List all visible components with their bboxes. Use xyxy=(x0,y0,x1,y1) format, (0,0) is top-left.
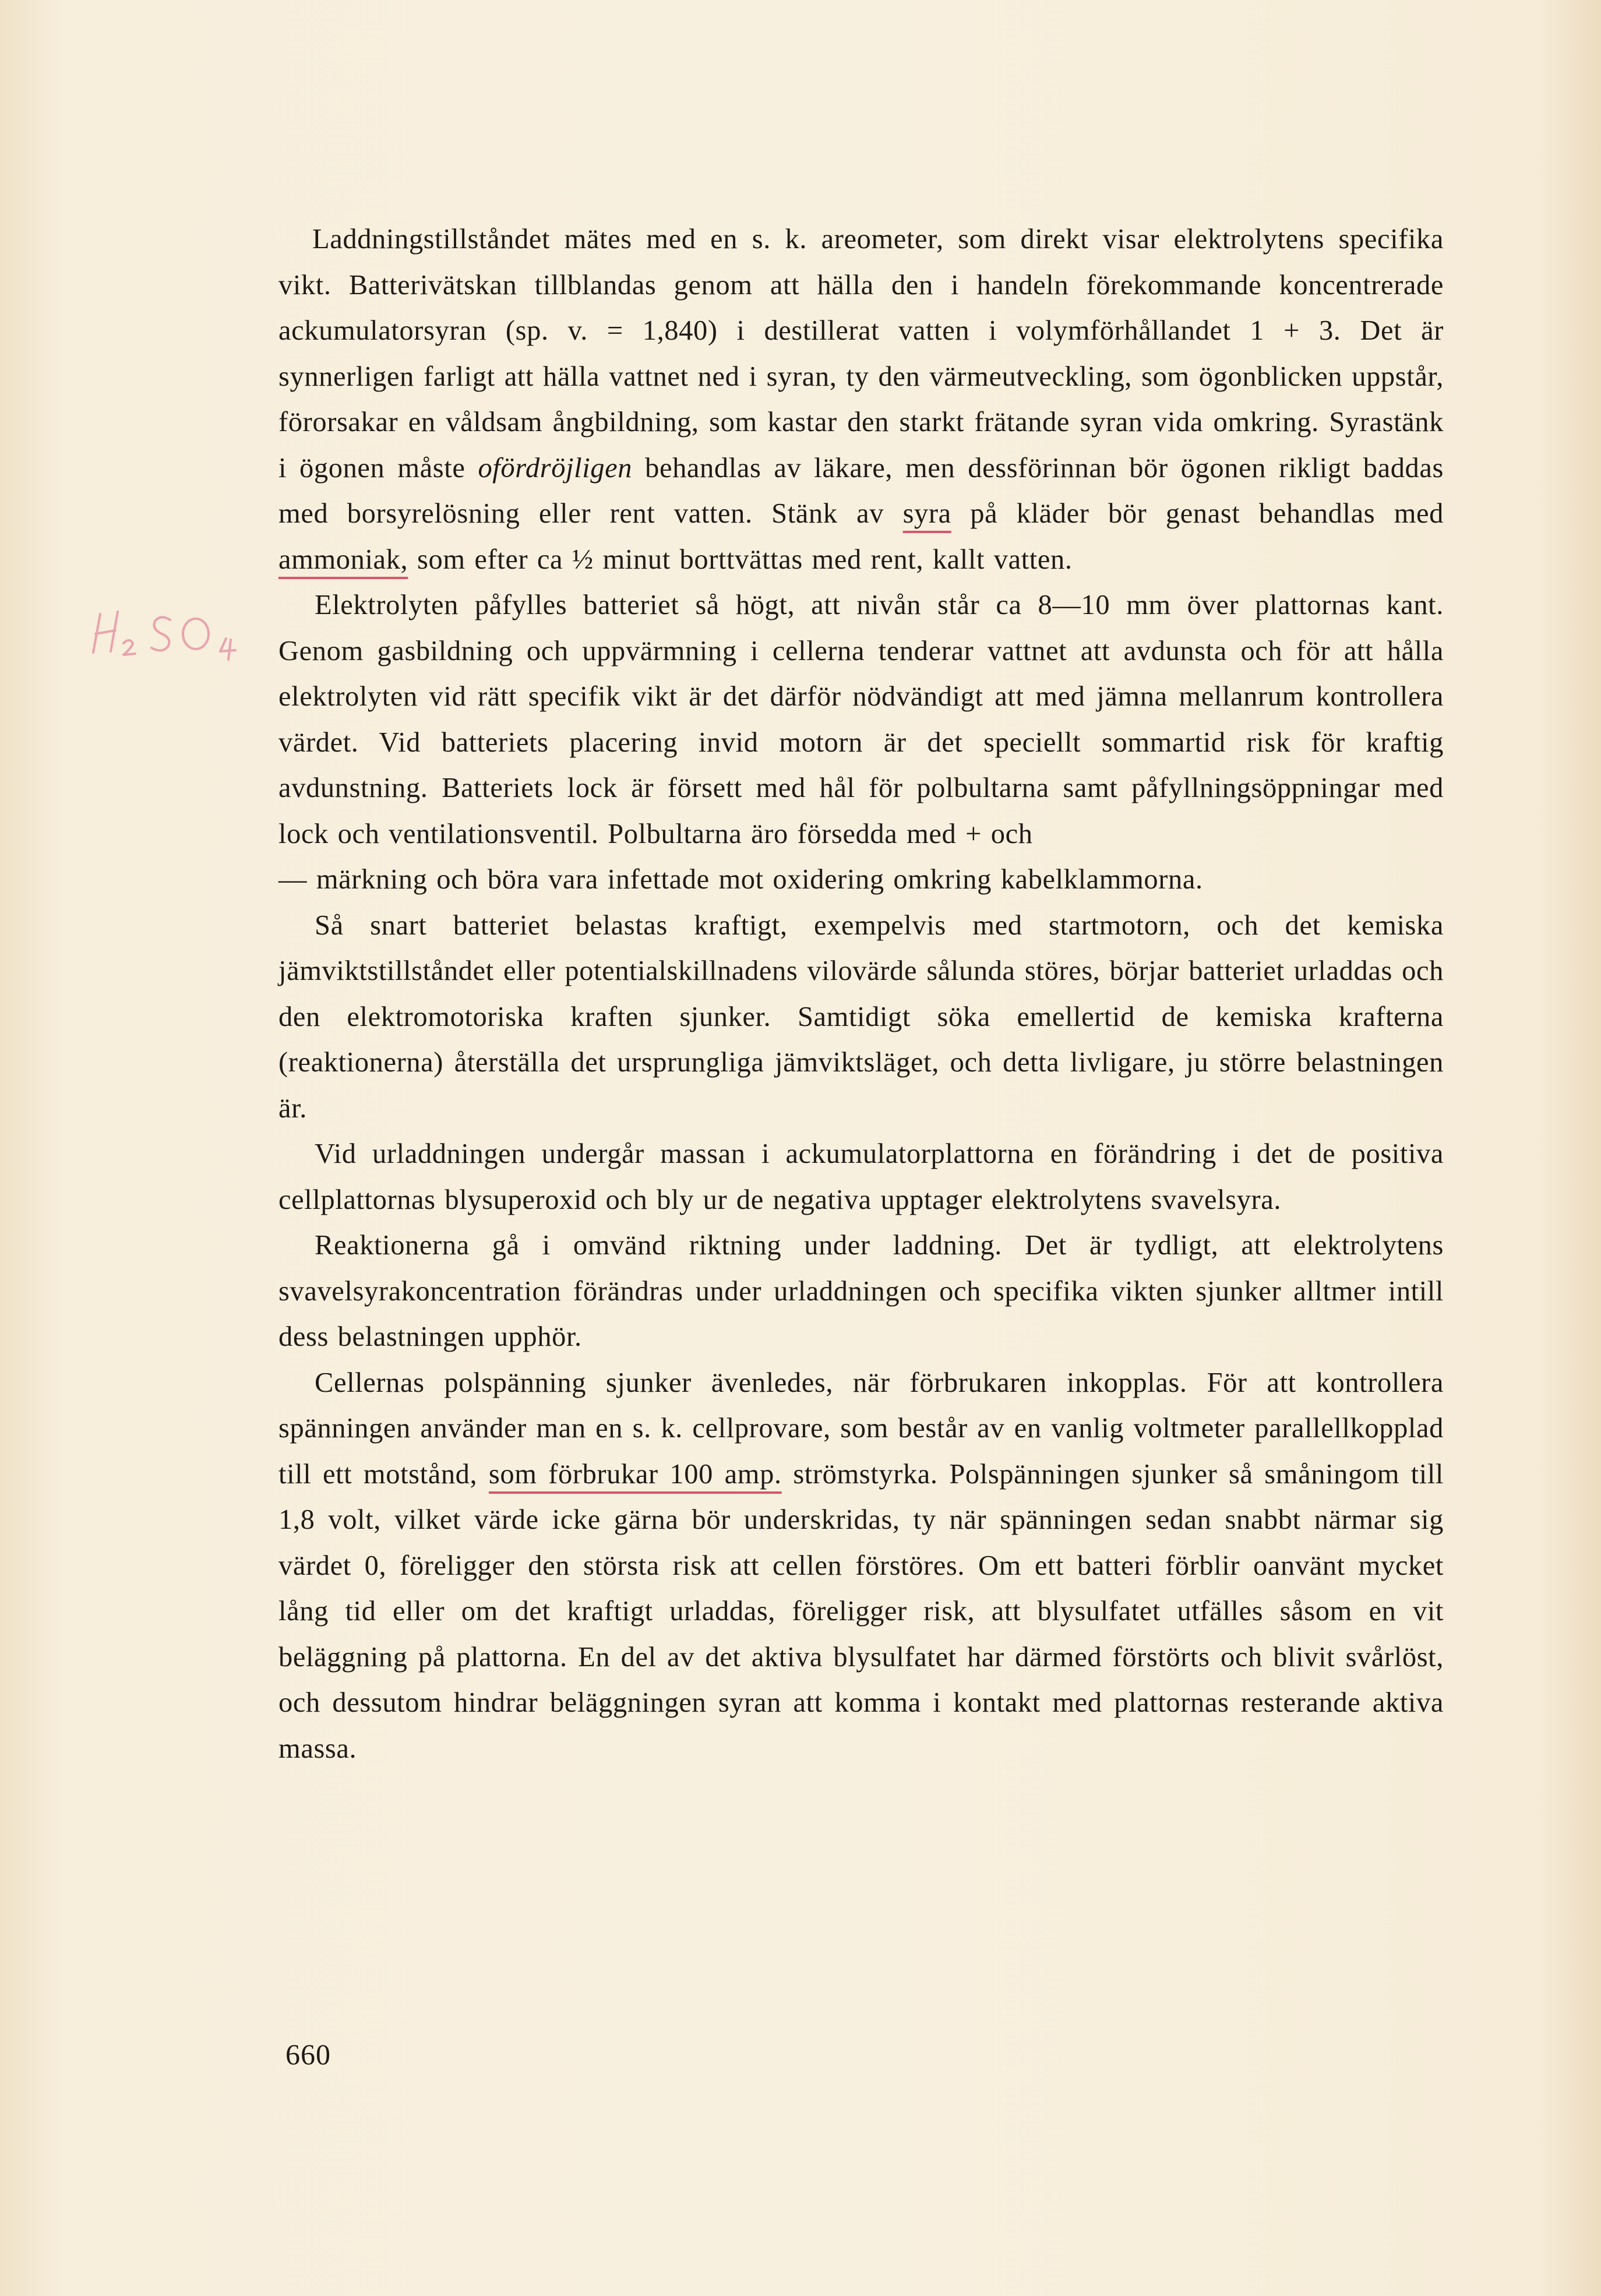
page-number: 660 xyxy=(285,2038,331,2071)
text-segment: Reaktionerna gå i omvänd riktning under laddning. Det är tydligt, att elektrolytens svavelsyrakoncentration förändras under urladdningen och specifika vikten sjunker alltmer intill dess belastningen upphör. xyxy=(278,1230,1444,1352)
paragraph xyxy=(278,1131,1444,1223)
paragraph xyxy=(278,1360,1444,1772)
paragraph xyxy=(278,903,1444,1132)
text-segment: Elektrolyten påfylles batteriet så högt, att nivån står ca 8—10 mm över plattornas kant. Genom gasbildning och uppvärmning i cellerna tenderar vattnet att avdunsta och för att hålla elektrolyten vid rätt specifik vikt är det därför nödvändigt att med jämna mellanrum kontrollera värdet. Vid batteriets placering invid motorn är det speciellt sommartid risk för kraftig avdunstning. Batteriets lock är försett med hål för polbultarna samt påfyllningsöppningar med lock och ventilationsventil. Polbultarna äro försedda med + och xyxy=(278,590,1444,849)
paragraph xyxy=(278,857,1444,903)
text-segment: Så snart batteriet belastas kraftigt, exempelvis med startmotorn, och det kemiska jämviktstillståndet eller potentialskillnadens vilovärde sålunda störes, börjar batteriet urladdas och den elektromotoriska kraften sjunker. Samtidigt söka emellertid de kemiska krafterna (reaktionerna) återställa det ursprungliga jämviktsläget, och detta livligare, ju större belastningen är. xyxy=(278,909,1444,1124)
paragraph xyxy=(278,217,1444,583)
text-segment: som efter ca ½ minut borttvättas med rent, kallt vatten. xyxy=(408,544,1073,575)
body-text xyxy=(278,217,1444,1772)
text-segment: på kläder bör genast behandlas med xyxy=(951,498,1444,529)
paragraph xyxy=(278,583,1444,857)
text-segment: Vid urladdningen undergår massan i ackumulatorplattorna en förändring i det de positiva cellplattornas blysuperoxid och bly ur de negativa upptager elektrolytens svavelsyra. xyxy=(278,1138,1444,1215)
h2so4-handwriting xyxy=(87,601,262,665)
text-segment: Laddningstillståndet mätes med en s. k. areometer, som direkt visar elektrolytens specifika vikt. Batterivätskan tillblandas genom att hälla den i handeln förekommande koncentrerade ackumulatorsyran (sp. v. = 1,840) i destillerat vatten i volymförhållandet 1 + 3. Det är synnerligen farligt att hälla vattnet ned i syran, ty den värmeutveckling, som ögonblicken uppstår, förorsakar en våldsam ångbildning, som kastar den starkt frätande syran vida omkring. Syrastänk i ögonen måste xyxy=(278,224,1444,484)
handwritten-margin-note xyxy=(87,601,262,665)
text-segment: — märkning och böra vara infettade mot oxidering omkring kabelklammorna. xyxy=(278,864,1203,895)
underlined-text: syra xyxy=(902,498,951,529)
underlined-text: ammoniak, xyxy=(278,544,408,575)
text-segment: Cellernas polspänning sjunker ävenledes, när förbrukaren inkopplas. För att kontrollera spänningen använder man en s. k. cellprovare, som består av en vanlig voltmeter parallellkopplad till ett motstånd, xyxy=(278,1367,1444,1490)
underlined-text: som förbrukar 100 amp. xyxy=(488,1458,782,1490)
paragraph xyxy=(278,1223,1444,1360)
italic-text: ofördröjligen xyxy=(478,452,633,484)
text-segment: strömstyrka. Polspänningen sjunker så småningom till 1,8 volt, vilket värde icke gärna bör underskridas, ty när spänningen sedan snabbt närmar sig värdet 0, föreligger den största risk att cellen förstöres. Om ett batteri förblir oanvänt mycket lång tid eller om det kraftigt urladdas, föreligger risk, att blysulfatet utfälles såsom en vit beläggning på plattorna. En del av det aktiva blysulfatet har därmed förstörts och blivit svårlöst, och dessutom hindrar beläggningen syran att komma i kontakt med plattornas resterande aktiva massa. xyxy=(278,1458,1444,1764)
text-segment: behandlas av läkare, men dessförinnan bör ögonen rikligt baddas med borsyrelösning eller rent vatten. Stänk av xyxy=(278,452,1444,529)
